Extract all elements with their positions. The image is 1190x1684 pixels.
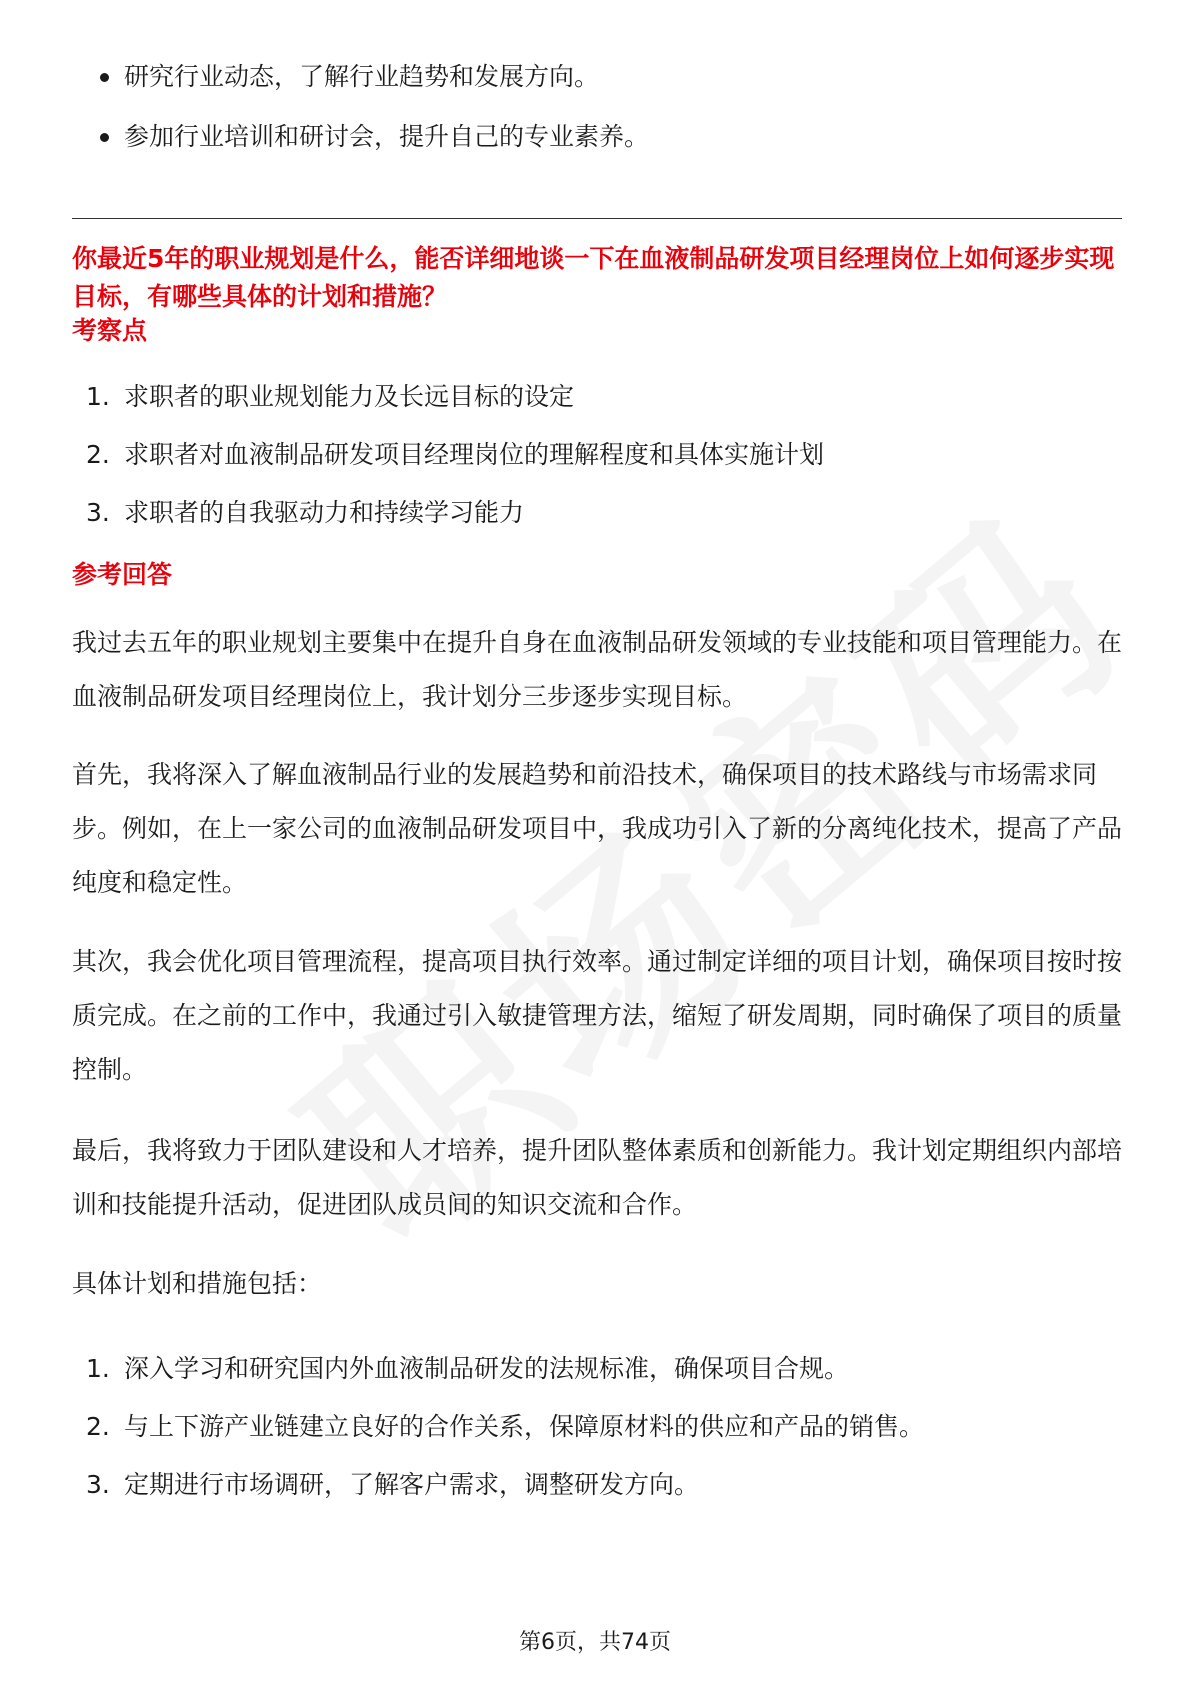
assessment-heading: 考察点: [72, 316, 148, 345]
item-number: 3.: [86, 498, 110, 527]
assessment-list: [72, 378, 1122, 552]
answer-paragraph: 其次，我会优化项目管理流程，提高项目执行效率。通过制定详细的项目计划，确保项目按时按质完成。在之前的工作中，我通过引入敏捷管理方法，缩短了研发周期，同时确保了项目的质量控制。: [72, 947, 1123, 1084]
interview-question: 你最近5年的职业规划是什么，能否详细地谈一下在血液制品研发项目经理岗位上如何逐步实现目标，有哪些具体的计划和措施？: [72, 244, 1115, 311]
bullet-text: 参加行业培训和研讨会，提升自己的专业素养。: [124, 122, 650, 151]
answer-paragraph: 具体计划和措施包括：: [72, 1269, 323, 1298]
answer-heading: 参考回答: [72, 560, 173, 589]
assessment-item: [72, 494, 1122, 532]
item-text: 求职者的自我驱动力和持续学习能力: [124, 498, 525, 527]
plan-list: [72, 1350, 1122, 1524]
answer-paragraph: 首先，我将深入了解血液制品行业的发展趋势和前沿技术，确保项目的技术路线与市场需求同步。例如，在上一家公司的血液制品研发项目中，我成功引入了新的分离纯化技术，提高了产品纯度和稳定性。: [72, 760, 1123, 897]
plan-item: [72, 1466, 1122, 1504]
assessment-item: [72, 378, 1122, 416]
plan-item: [72, 1350, 1122, 1388]
answer-paragraph: 最后，我将致力于团队建设和人才培养，提升团队整体素质和创新能力。我计划定期组织内部培训和技能提升活动，促进团队成员间的知识交流和合作。: [72, 1136, 1123, 1219]
item-number: 2.: [86, 440, 110, 469]
assessment-item: [72, 436, 1122, 474]
item-number: 1.: [86, 382, 110, 411]
bullet-dot-icon: [100, 133, 109, 142]
item-text: 深入学习和研究国内外血液制品研发的法规标准，确保项目合规。: [124, 1354, 850, 1383]
item-text: 求职者的职业规划能力及长远目标的设定: [124, 382, 575, 411]
bullet-dot-icon: [100, 73, 109, 82]
answer-paragraph: 我过去五年的职业规划主要集中在提升自身在血液制品研发领域的专业技能和项目管理能力。在血液制品研发项目经理岗位上，我计划分三步逐步实现目标。: [72, 628, 1123, 711]
item-text: 求职者对血液制品研发项目经理岗位的理解程度和具体实施计划: [124, 440, 825, 469]
top-bullet-list: [72, 58, 1122, 178]
bullet-item: [72, 58, 1122, 96]
section-divider: [72, 218, 1122, 219]
item-text: 定期进行市场调研，了解客户需求，调整研发方向。: [124, 1470, 700, 1499]
item-number: 3.: [86, 1470, 110, 1499]
bullet-item: [72, 118, 1122, 156]
item-text: 与上下游产业链建立良好的合作关系，保障原材料的供应和产品的销售。: [124, 1412, 925, 1441]
page-footer: 第6页，共74页: [519, 1630, 671, 1655]
item-number: 2.: [86, 1412, 110, 1441]
item-number: 1.: [86, 1354, 110, 1383]
bullet-text: 研究行业动态，了解行业趋势和发展方向。: [124, 62, 600, 91]
plan-item: [72, 1408, 1122, 1446]
